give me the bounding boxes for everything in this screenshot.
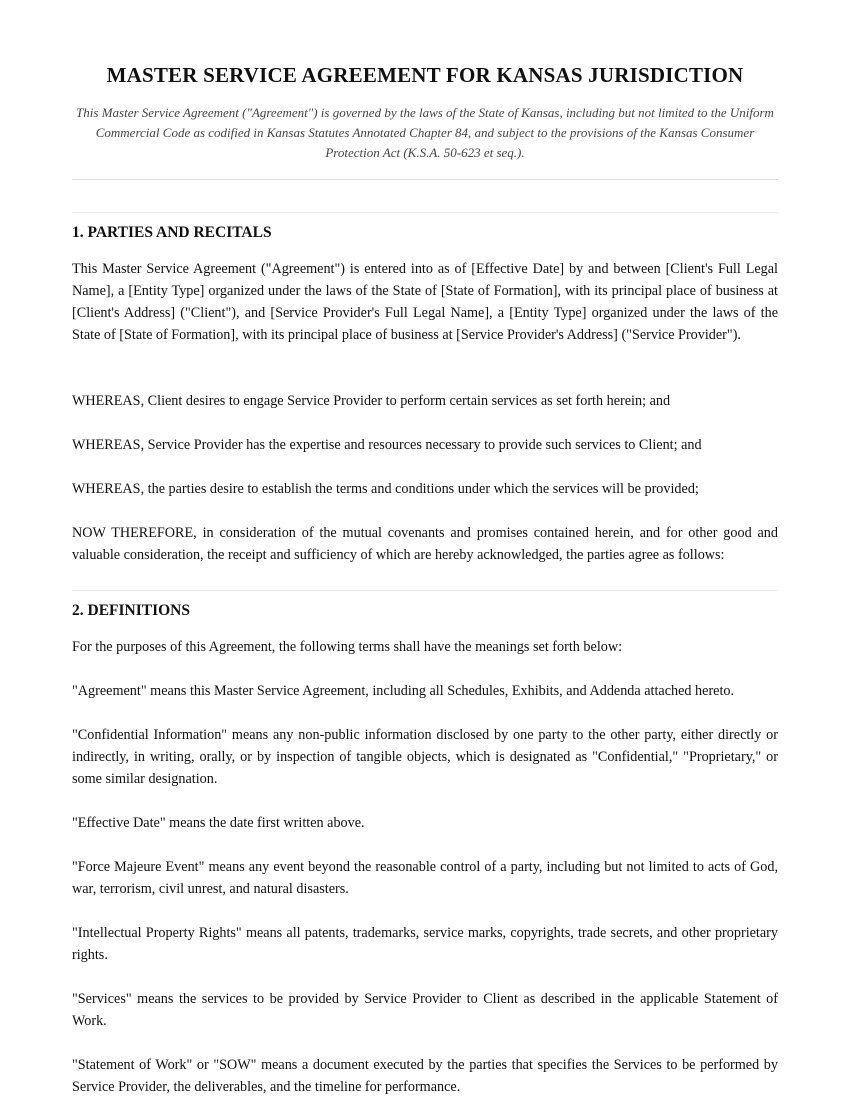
section-heading-parties-and-recitals: 1. PARTIES AND RECITALS (72, 224, 272, 241)
governing-law-preamble: This Master Service Agreement ("Agreement") is governed by the laws of the State of Kansas, including but not limited to the Uniform Commercial Code as codified in Kansas Statutes Annotated Chapter 84, and subject to the provisions of the Kansas Consumer Protection Act (K.S.A. 50-623 et seq.). (76, 105, 774, 160)
section-divider (72, 212, 778, 213)
recital-whereas-terms: WHEREAS, the parties desire to establish the terms and conditions under which the services will be provided; (72, 481, 699, 497)
definition-intellectual-property-rights: "Intellectual Property Rights" means all patents, trademarks, service marks, copyrights, trade secrets, and other proprietary rights. (72, 925, 778, 963)
definition-force-majeure-event: "Force Majeure Event" means any event beyond the reasonable control of a party, including but not limited to acts of God, war, terrorism, civil unrest, and natural disasters. (72, 859, 778, 897)
document-title: MASTER SERVICE AGREEMENT FOR KANSAS JURISDICTION (106, 63, 744, 87)
definition-effective-date: "Effective Date" means the date first written above. (72, 815, 365, 831)
section-heading-definitions: 2. DEFINITIONS (72, 602, 190, 619)
definition-services: "Services" means the services to be provided by Service Provider to Client as described in the applicable Statement of Work. (72, 991, 778, 1029)
recital-whereas-engage: WHEREAS, Client desires to engage Service Provider to perform certain services as set forth herein; and (72, 393, 671, 409)
parties-paragraph: This Master Service Agreement ("Agreement") is entered into as of [Effective Date] by and between [Client's Full Legal Name], a [Entity Type] organized under the laws of the State of [State of Formation], with its principal place of business at [Client's Address] ("Client"), and [Service Provider's Full Legal Name], a [Entity Type] organized under the laws of the State of [State of Formation], with its principal place of business at [Service Provider's Address] ("Service Provider"). (72, 261, 778, 343)
header-divider (72, 179, 778, 180)
now-therefore-paragraph: NOW THEREFORE, in consideration of the mutual covenants and promises contained herein, and for other good and valuable consideration, the receipt and sufficiency of which are hereby acknowledged, the parties agree as follows: (72, 525, 778, 563)
definitions-intro: For the purposes of this Agreement, the following terms shall have the meanings set forth below: (72, 639, 623, 655)
definition-confidential-information: "Confidential Information" means any non-public information disclosed by one party to the other party, either directly or indirectly, in writing, orally, or by inspection of tangible objects, which is designated as "Confidential," "Proprietary," or some similar designation. (72, 727, 778, 787)
recital-whereas-expertise: WHEREAS, Service Provider has the expertise and resources necessary to provide such services to Client; and (72, 437, 702, 453)
definition-agreement: "Agreement" means this Master Service Agreement, including all Schedules, Exhibits, and Addenda attached hereto. (72, 683, 735, 699)
section-divider (72, 590, 778, 591)
definition-statement-of-work: "Statement of Work" or "SOW" means a document executed by the parties that specifies the Services to be performed by Service Provider, the deliverables, and the timeline for performance. (72, 1057, 778, 1095)
